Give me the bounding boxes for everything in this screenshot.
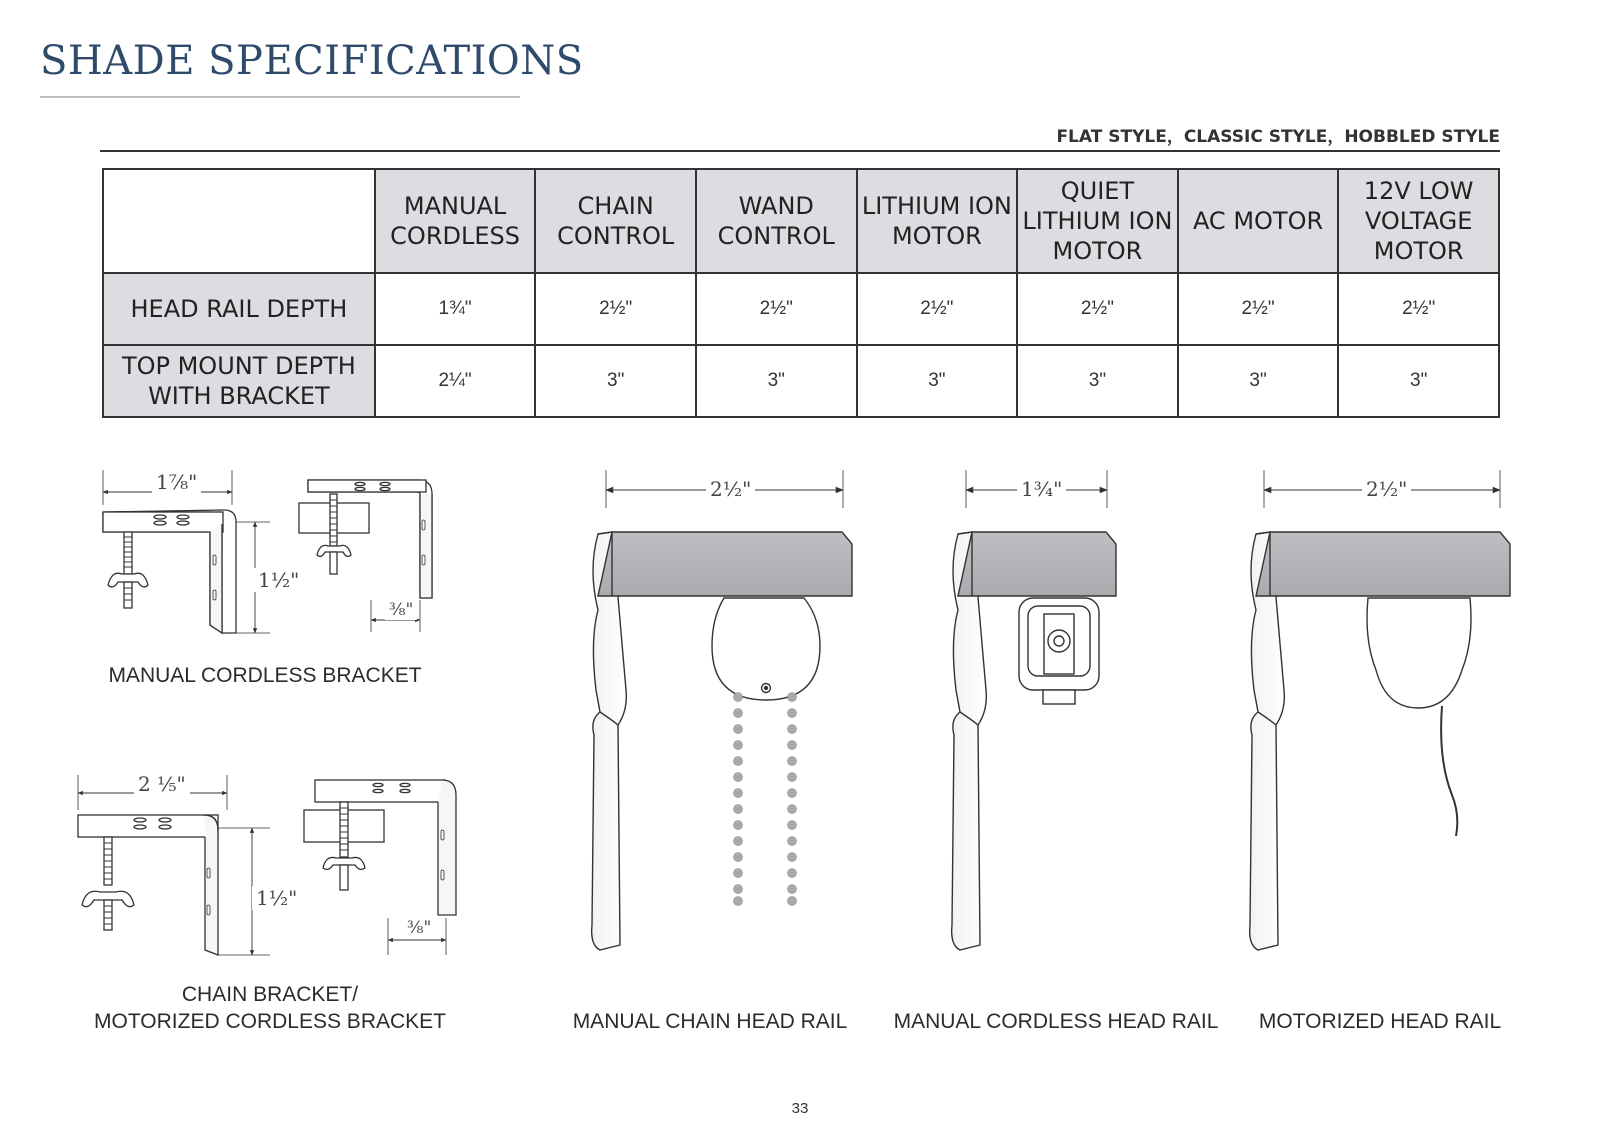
col-header-ac-motor: AC MOTOR (1178, 169, 1339, 273)
col-header-lithium-ion-motor: LITHIUM ION MOTOR (857, 169, 1018, 273)
motorized-head-rail-drawing (1250, 470, 1510, 950)
cordless-head-rail-width: 1¾" (1017, 477, 1066, 501)
table-cell: 2½" (1178, 273, 1339, 345)
page-number: 33 (791, 1100, 809, 1117)
chain-head-rail-caption: MANUAL CHAIN HEAD RAIL (572, 1010, 848, 1033)
row-header-head-rail-depth: HEAD RAIL DEPTH (103, 273, 375, 345)
table-cell: 3" (1017, 345, 1178, 417)
table-cell: 1¾" (375, 273, 536, 345)
manual-cordless-bracket-depth: ³⁄₈" (385, 600, 417, 620)
chain-bracket-height: 1¹⁄₂" (252, 886, 301, 910)
spec-header-row (103, 169, 1499, 273)
styles-divider (100, 150, 1500, 152)
motorized-head-rail-width: 2½" (1362, 477, 1411, 501)
table-row (103, 273, 1499, 345)
table-cell: 3" (696, 345, 857, 417)
table-cell: 2½" (1338, 273, 1499, 345)
chain-bracket-width: 2 ¹⁄₅" (134, 772, 190, 796)
table-cell: 3" (857, 345, 1018, 417)
chain-bracket-depth: ³⁄₈" (403, 918, 435, 938)
title-underline (40, 96, 520, 98)
table-cell: 2½" (696, 273, 857, 345)
row-header-top-mount-depth: TOP MOUNT DEPTH WITH BRACKET (103, 345, 375, 417)
spec-table (102, 168, 1500, 418)
chain-head-rail-drawing (592, 470, 852, 950)
table-cell: 2½" (857, 273, 1018, 345)
col-header-wand-control: WAND CONTROL (696, 169, 857, 273)
cordless-head-rail-drawing (952, 470, 1116, 950)
chain-bracket-caption-line1: CHAIN BRACKET/ (181, 983, 359, 1006)
chain-head-rail-width: 2½" (706, 477, 755, 501)
spec-corner-cell (103, 169, 375, 273)
col-header-chain-control: CHAIN CONTROL (535, 169, 696, 273)
col-header-manual-cordless: MANUAL CORDLESS (375, 169, 536, 273)
col-header-12v-low-voltage-motor: 12V LOW VOLTAGE MOTOR (1338, 169, 1499, 273)
table-cell: 3" (1338, 345, 1499, 417)
manual-cordless-bracket-width: 1⁷⁄₈" (152, 470, 201, 494)
pull-chain (734, 693, 797, 906)
col-header-quiet-lithium-ion-motor: QUIET LITHIUM ION MOTOR (1017, 169, 1178, 273)
chain-bracket-drawing (78, 775, 456, 955)
table-row (103, 345, 1499, 417)
manual-cordless-bracket-drawing (103, 470, 432, 633)
chain-bracket-caption-line2: MOTORIZED CORDLESS BRACKET (94, 1010, 446, 1033)
page-title: SHADE SPECIFICATIONS (40, 38, 584, 84)
table-cell: 2¼" (375, 345, 536, 417)
table-cell: 2½" (1017, 273, 1178, 345)
motorized-head-rail-caption: MOTORIZED HEAD RAIL (1258, 1010, 1502, 1033)
cordless-head-rail-caption: MANUAL CORDLESS HEAD RAIL (893, 1010, 1219, 1033)
table-cell: 2½" (535, 273, 696, 345)
table-cell: 3" (1178, 345, 1339, 417)
table-cell: 3" (535, 345, 696, 417)
shade-styles-label: FLAT STYLE，CLASSIC STYLE，HOBBLED STYLE (1056, 127, 1500, 147)
manual-cordless-bracket-caption: MANUAL CORDLESS BRACKET (108, 664, 422, 687)
manual-cordless-bracket-height: 1¹⁄₂" (254, 568, 303, 592)
